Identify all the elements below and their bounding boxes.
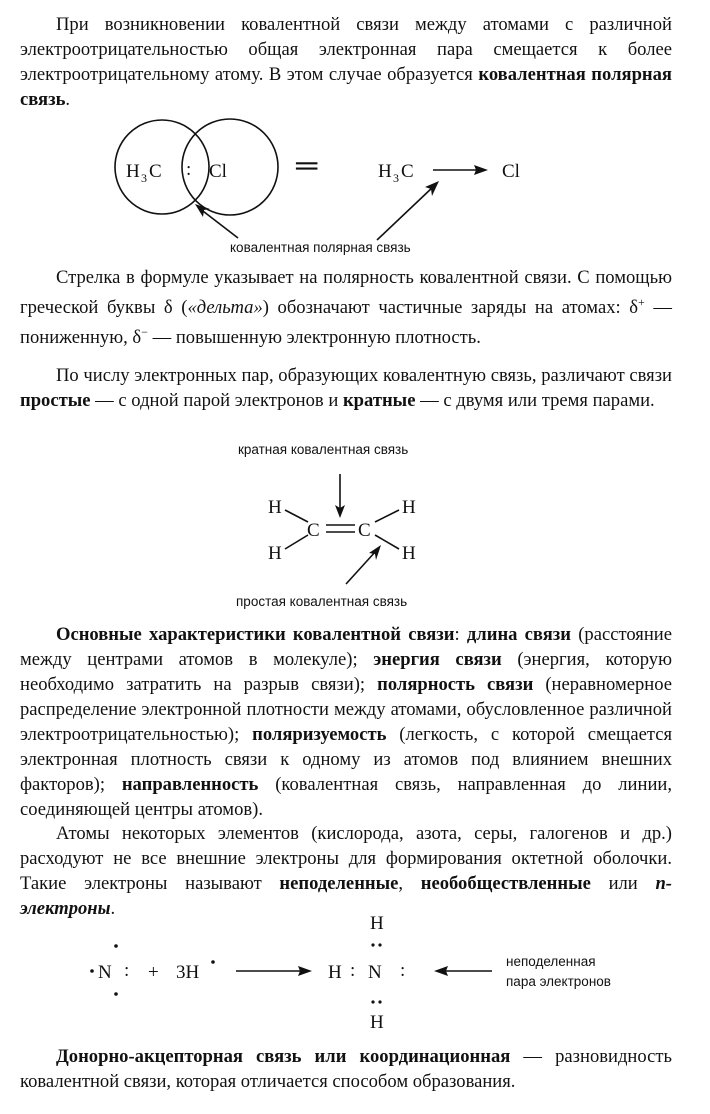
- term-unshared: неподеленные: [279, 873, 399, 894]
- term-directionality: направленность: [121, 774, 259, 795]
- atom-c-left: C: [307, 520, 320, 541]
- atom-h-left: H: [328, 962, 342, 983]
- paragraph-delta-notation: Стрелка в формуле указывает на полярность ковалентной связи. С помощью греческой буквы δ («дельта») обозначают частичные заряды на атомах: δ+ — пониженную, δ− — повышенную электронную плотность.: [20, 267, 672, 349]
- electron-dot: [90, 969, 94, 973]
- three-hydrogen: 3H: [176, 962, 200, 983]
- term-n-electrons: n-электроны: [20, 873, 672, 919]
- plus-sign: +: [148, 962, 159, 983]
- atom-n-reactant: N: [98, 962, 112, 983]
- term-characteristics: Основные характеристики ковалентной связи: [56, 624, 455, 645]
- term-polar-bond: ковалентная полярная связь: [20, 64, 672, 110]
- atom-h-bottom-left: H: [268, 543, 282, 564]
- label-lone-pair-line1: неподеленная: [506, 954, 596, 969]
- term-polarizability: поляризуемость: [252, 724, 387, 745]
- shared-pair-colon: :: [186, 159, 192, 180]
- term-delta: «дельта»: [187, 297, 263, 319]
- pointer-arrow-single-bond: [346, 551, 376, 584]
- pointer-arrowhead-right: [425, 181, 439, 196]
- electron-dot: [114, 944, 118, 948]
- paragraph-bond-characteristics: Основные характеристики ковалентной связи: длина связи (расстояние между центрами атомов в молекуле); энергия связи (энергия, которую необходимо затратить на разрыв связи); полярность связи (неравномерное распределение электронной плотности между атомами, обусловленное различной электроотрицательностью); поляризуемость (легкость, с которой смещается электронная плотность связи к одному из атомов под влиянием внешних факторов); направленность (ковалентная связь, направленная до линии, соединяющей центры атомов).: [20, 624, 673, 820]
- formula-h3c-left-c: C: [149, 161, 162, 182]
- electron-dot: [371, 943, 374, 946]
- term-bond-polarity: полярность связи: [377, 674, 534, 695]
- paragraph-polar-bond: При возникновении ковалентной связи между атомами с различной электроотрицательностью общая электронная пара смещается к более электроотрицательному атому. В этом случае образуется ковалентная полярная связь.: [20, 14, 672, 110]
- formula-h3c-left-sub: 3: [141, 171, 147, 185]
- term-bond-length: длина связи: [466, 624, 571, 645]
- ammonia-diagram: [0, 912, 710, 1032]
- polar-bond-arrowhead: [474, 165, 488, 175]
- bond-h-c-bottom-left: [285, 535, 308, 549]
- electron-dot: [378, 1000, 381, 1003]
- pointer-arrow-left: [199, 208, 238, 238]
- label-lone-pair-line2: пара электронов: [506, 974, 611, 989]
- atom-h-bottom-right: H: [402, 543, 416, 564]
- electron-dot: [378, 943, 381, 946]
- pointer-arrow-right: [377, 186, 434, 240]
- formula-cl-right: Cl: [502, 161, 520, 182]
- lone-pair-pointer-arrowhead: [434, 966, 448, 976]
- atom-n-product: N: [368, 962, 382, 983]
- ethylene-diagram: [0, 438, 710, 618]
- bond-h-c-top-left: [285, 510, 308, 522]
- term-multiple: кратные: [342, 390, 416, 411]
- formula-h3c-left-h: H: [126, 161, 140, 182]
- equivalence-sign: ═: [296, 149, 318, 182]
- term-simple: простые: [20, 390, 91, 411]
- term-bond-energy: энергия связи: [373, 649, 502, 670]
- electron-dot: [371, 1000, 374, 1003]
- atom-h-top-right: H: [402, 497, 416, 518]
- caption-single-bond: простая ковалентная связь: [236, 594, 408, 609]
- cl-orbital-circle: [182, 119, 278, 215]
- lone-colon-reactant: :: [124, 960, 130, 981]
- paragraph-lone-pairs: Атомы некоторых элементов (кислорода, азота, серы, галогенов и др.) расходуют не все внешние электроны для формирования октетной оболочки. Такие электроны называют неподеленные, необобществленные или n-электроны.: [20, 823, 672, 919]
- atom-h-top: H: [370, 913, 384, 934]
- caption-polar-bond: ковалентная полярная связь: [230, 240, 411, 255]
- paragraph-bond-multiplicity: По числу электронных пар, образующих ковалентную связь, различают связи простые — с одной парой электронов и кратные — с двумя или тремя парами.: [20, 365, 672, 411]
- paragraph-donor-acceptor: Донорно-акцепторная связь или координационная — разновидность ковалентной связи, которая отличается способом образования.: [20, 1046, 672, 1092]
- formula-h3c-right-sub: 3: [393, 171, 399, 185]
- bond-c-h-top-right: [375, 510, 399, 522]
- atom-h-top-left: H: [268, 497, 282, 518]
- electron-dot: [114, 992, 118, 996]
- formula-cl-left: Cl: [209, 161, 227, 182]
- electron-dot: [211, 960, 215, 964]
- term-donor-acceptor: Донорно-акцепторная связь или координационная: [56, 1046, 511, 1067]
- formula-h3c-right-h: H: [378, 161, 392, 182]
- colon-left: :: [350, 960, 356, 981]
- formula-h3c-right-c: C: [401, 161, 414, 182]
- polar-bond-diagram: [0, 110, 710, 270]
- atom-h-bottom: H: [370, 1012, 384, 1033]
- term-nonbonding: необобществленные: [420, 873, 591, 894]
- atom-c-right: C: [358, 520, 371, 541]
- caption-multiple-bond: кратная ковалентная связь: [238, 442, 409, 457]
- lone-pair-colon: :: [400, 960, 406, 981]
- reaction-arrowhead: [298, 966, 312, 976]
